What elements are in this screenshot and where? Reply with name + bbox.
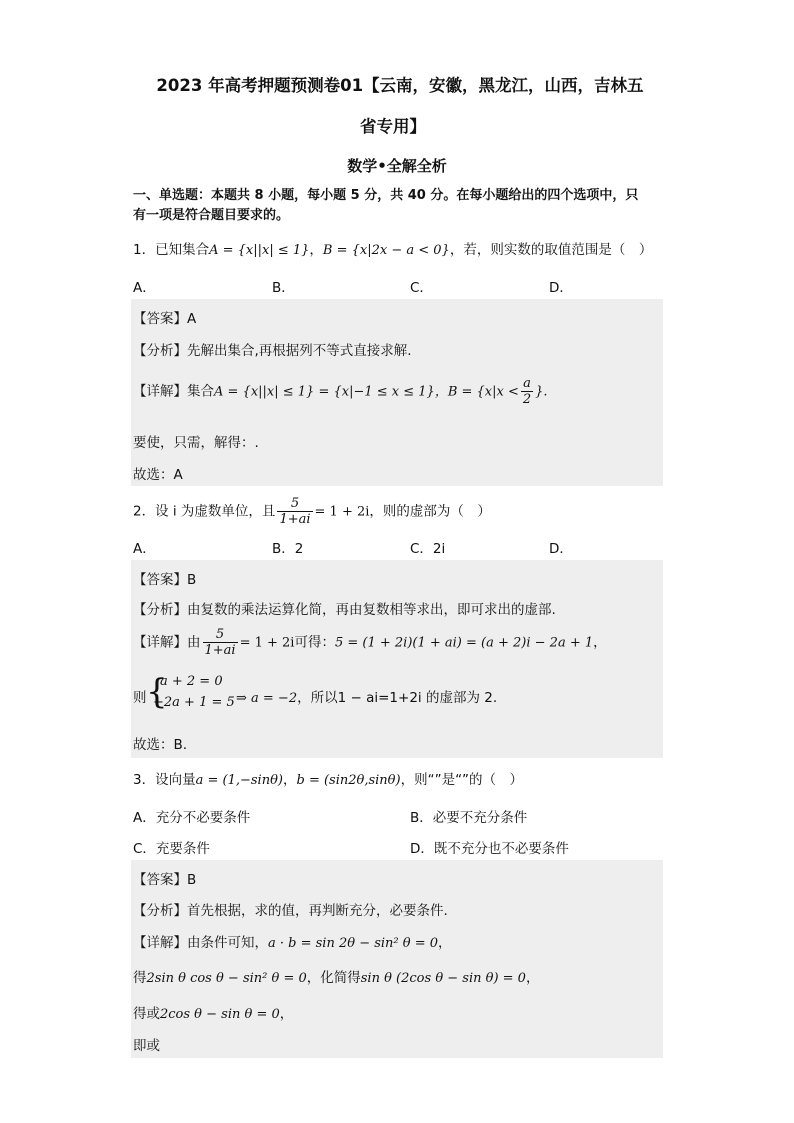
question-3-number: 3．设向量 (133, 772, 196, 788)
question-1-analysis: 【分析】先解出集合,再根据列不等式直接求解. (133, 343, 412, 359)
question-1-separator: ， (309, 242, 323, 258)
question-3-detail-equation: a · b = sin 2θ − sin² θ = 0 (268, 936, 439, 951)
question-1-set-b: B = {x|2x − a < 0} (322, 243, 450, 258)
section-heading-line1: 一、单选题：本题共 8 小题，每小题 5 分，共 40 分。在每小题给出的四个选项中，只 (133, 188, 639, 203)
question-2-detail-end: ， (593, 634, 607, 651)
question-1-detail (133, 376, 548, 407)
page-title-line1: 2023 年高考押题预测卷01【云南，安徽，黑龙江，山西，吉林五 (156, 76, 644, 95)
question-2-analysis: 【分析】由复数的乘法运算化简，再由复数相等求出，即可求出的虚部. (133, 602, 556, 618)
question-3-option-c: C．充要条件 (133, 841, 210, 857)
fraction-numerator: 5 (203, 627, 238, 643)
question-2-stem (133, 496, 491, 527)
question-2-fraction (277, 496, 312, 527)
question-2-detail (133, 627, 607, 658)
question-2-detail-label: 【详解】由 (133, 634, 201, 651)
question-2-detail-mid: 可得： (294, 634, 335, 651)
question-2-detail-eq2: 5 = (1 + 2i)(1 + ai) = (a + 2)i − 2a + 1 (334, 635, 594, 651)
question-2-option-b: B．2 (272, 541, 304, 557)
question-3-derivation-1-eq2: sin θ (2cos θ − sin θ) = 0 (360, 971, 526, 986)
question-1-option-d: D． (549, 280, 573, 296)
question-1-detail-set-b-suffix: }. (535, 384, 548, 400)
question-3-derivation-2 (133, 1002, 293, 1022)
question-3-stem (133, 768, 523, 788)
question-1-detail-set-a: A = {x||x| ≤ 1} = {x|−1 ≤ x ≤ 1} (214, 384, 435, 400)
question-2-solution-box (131, 560, 663, 758)
question-2-detail-fraction (203, 627, 238, 658)
question-2-option-d: D． (549, 541, 573, 557)
question-2-choice: 故选：B. (133, 737, 188, 753)
question-3-derivation-1-prefix: 得 (133, 970, 147, 986)
question-1-rest: ，若，则实数的取值范围是（ ） (449, 242, 653, 258)
question-2-system-line1: a + 2 = 0 (160, 674, 223, 689)
question-3-detail-end: ， (438, 935, 452, 951)
question-3-answer: 【答案】B (133, 872, 197, 888)
question-1-detail-set-b-prefix: ，B = {x|x < (434, 384, 519, 400)
question-1-set-a: A = {x||x| ≤ 1} (209, 243, 310, 258)
fraction-denominator: 2 (522, 392, 532, 407)
fraction-numerator: 5 (277, 496, 312, 512)
fraction-numerator: a (521, 376, 533, 392)
question-3-option-a: A．充分不必要条件 (133, 810, 251, 826)
question-1-answer: 【答案】A (133, 311, 197, 327)
question-1-number: 1．已知集合 (133, 242, 210, 258)
page-subtitle: 数学•全解全析 (347, 157, 447, 175)
question-2-answer: 【答案】B (133, 572, 197, 588)
question-2-equation: = 1 + 2i (314, 504, 370, 520)
question-3-option-b: B．必要不充分条件 (410, 810, 528, 826)
question-1-detail-label: 【详解】集合 (133, 383, 214, 400)
question-2-system-solution: ⇒ a = −2 (236, 691, 298, 706)
left-brace-icon: { (146, 672, 168, 712)
question-1-detail-fraction (521, 376, 533, 407)
question-1-option-a: A． (133, 280, 156, 296)
question-1-option-c: C． (410, 280, 433, 296)
question-3-vector-b: b = (sin2θ,sinθ) (296, 773, 401, 788)
question-1-choice: 故选：A (133, 467, 183, 483)
page-title-line2: 省专用】 (360, 117, 426, 136)
question-3-detail (133, 931, 452, 951)
question-2-option-c: C．2i (410, 541, 446, 557)
question-3-derivation-1-eq: 2sin θ cos θ − sin² θ = 0 (146, 971, 307, 986)
question-3-separator: ， (282, 772, 297, 788)
question-3-detail-label: 【详解】由条件可知， (133, 935, 268, 951)
question-2-option-a: A． (133, 541, 156, 557)
question-2-system-result (236, 686, 497, 706)
question-3-option-d: D．既不充分也不必要条件 (410, 841, 569, 857)
section-heading-line2: 有一项是符合题目要求的。 (133, 208, 290, 223)
question-3-derivation-1-mid: ，化简得 (306, 970, 361, 986)
question-2-system-rest: ，所以1 − ai=1+2i 的虚部为 2. (297, 690, 498, 706)
question-3-derivation-2-prefix: 得或 (133, 1006, 160, 1022)
question-3-rest: ，则“”是“”的（ ） (400, 772, 524, 788)
question-2-system-line2: −2a + 1 = 5 (153, 695, 235, 710)
question-1-stem (133, 238, 652, 258)
question-1-option-b: B． (272, 280, 295, 296)
question-3-solution-box (131, 860, 663, 1058)
fraction-denominator: 1+ai (279, 512, 311, 527)
question-3-vector-a: a = (1,−sinθ) (195, 773, 283, 788)
question-3-derivation-1-end: ， (525, 970, 540, 986)
question-3-derivation-1 (133, 966, 539, 986)
question-2-rest: ，则的虚部为（ ） (369, 503, 491, 520)
question-3-analysis: 【分析】首先根据，求的值，再判断充分，必要条件. (133, 903, 448, 919)
fraction-denominator: 1+ai (204, 643, 236, 658)
question-3-derivation-2-end: ， (279, 1006, 294, 1022)
question-2-detail-eq1: = 1 + 2i (239, 635, 295, 651)
question-2-number: 2．设 i 为虚数单位，且 (133, 503, 276, 520)
question-2-then-label: 则 (133, 690, 147, 706)
question-3-derivation-2-eq: 2cos θ − sin θ = 0 (160, 1007, 280, 1022)
question-3-conclusion: 即或 (133, 1038, 160, 1054)
question-1-requirement: 要使，只需，解得：. (133, 435, 259, 451)
